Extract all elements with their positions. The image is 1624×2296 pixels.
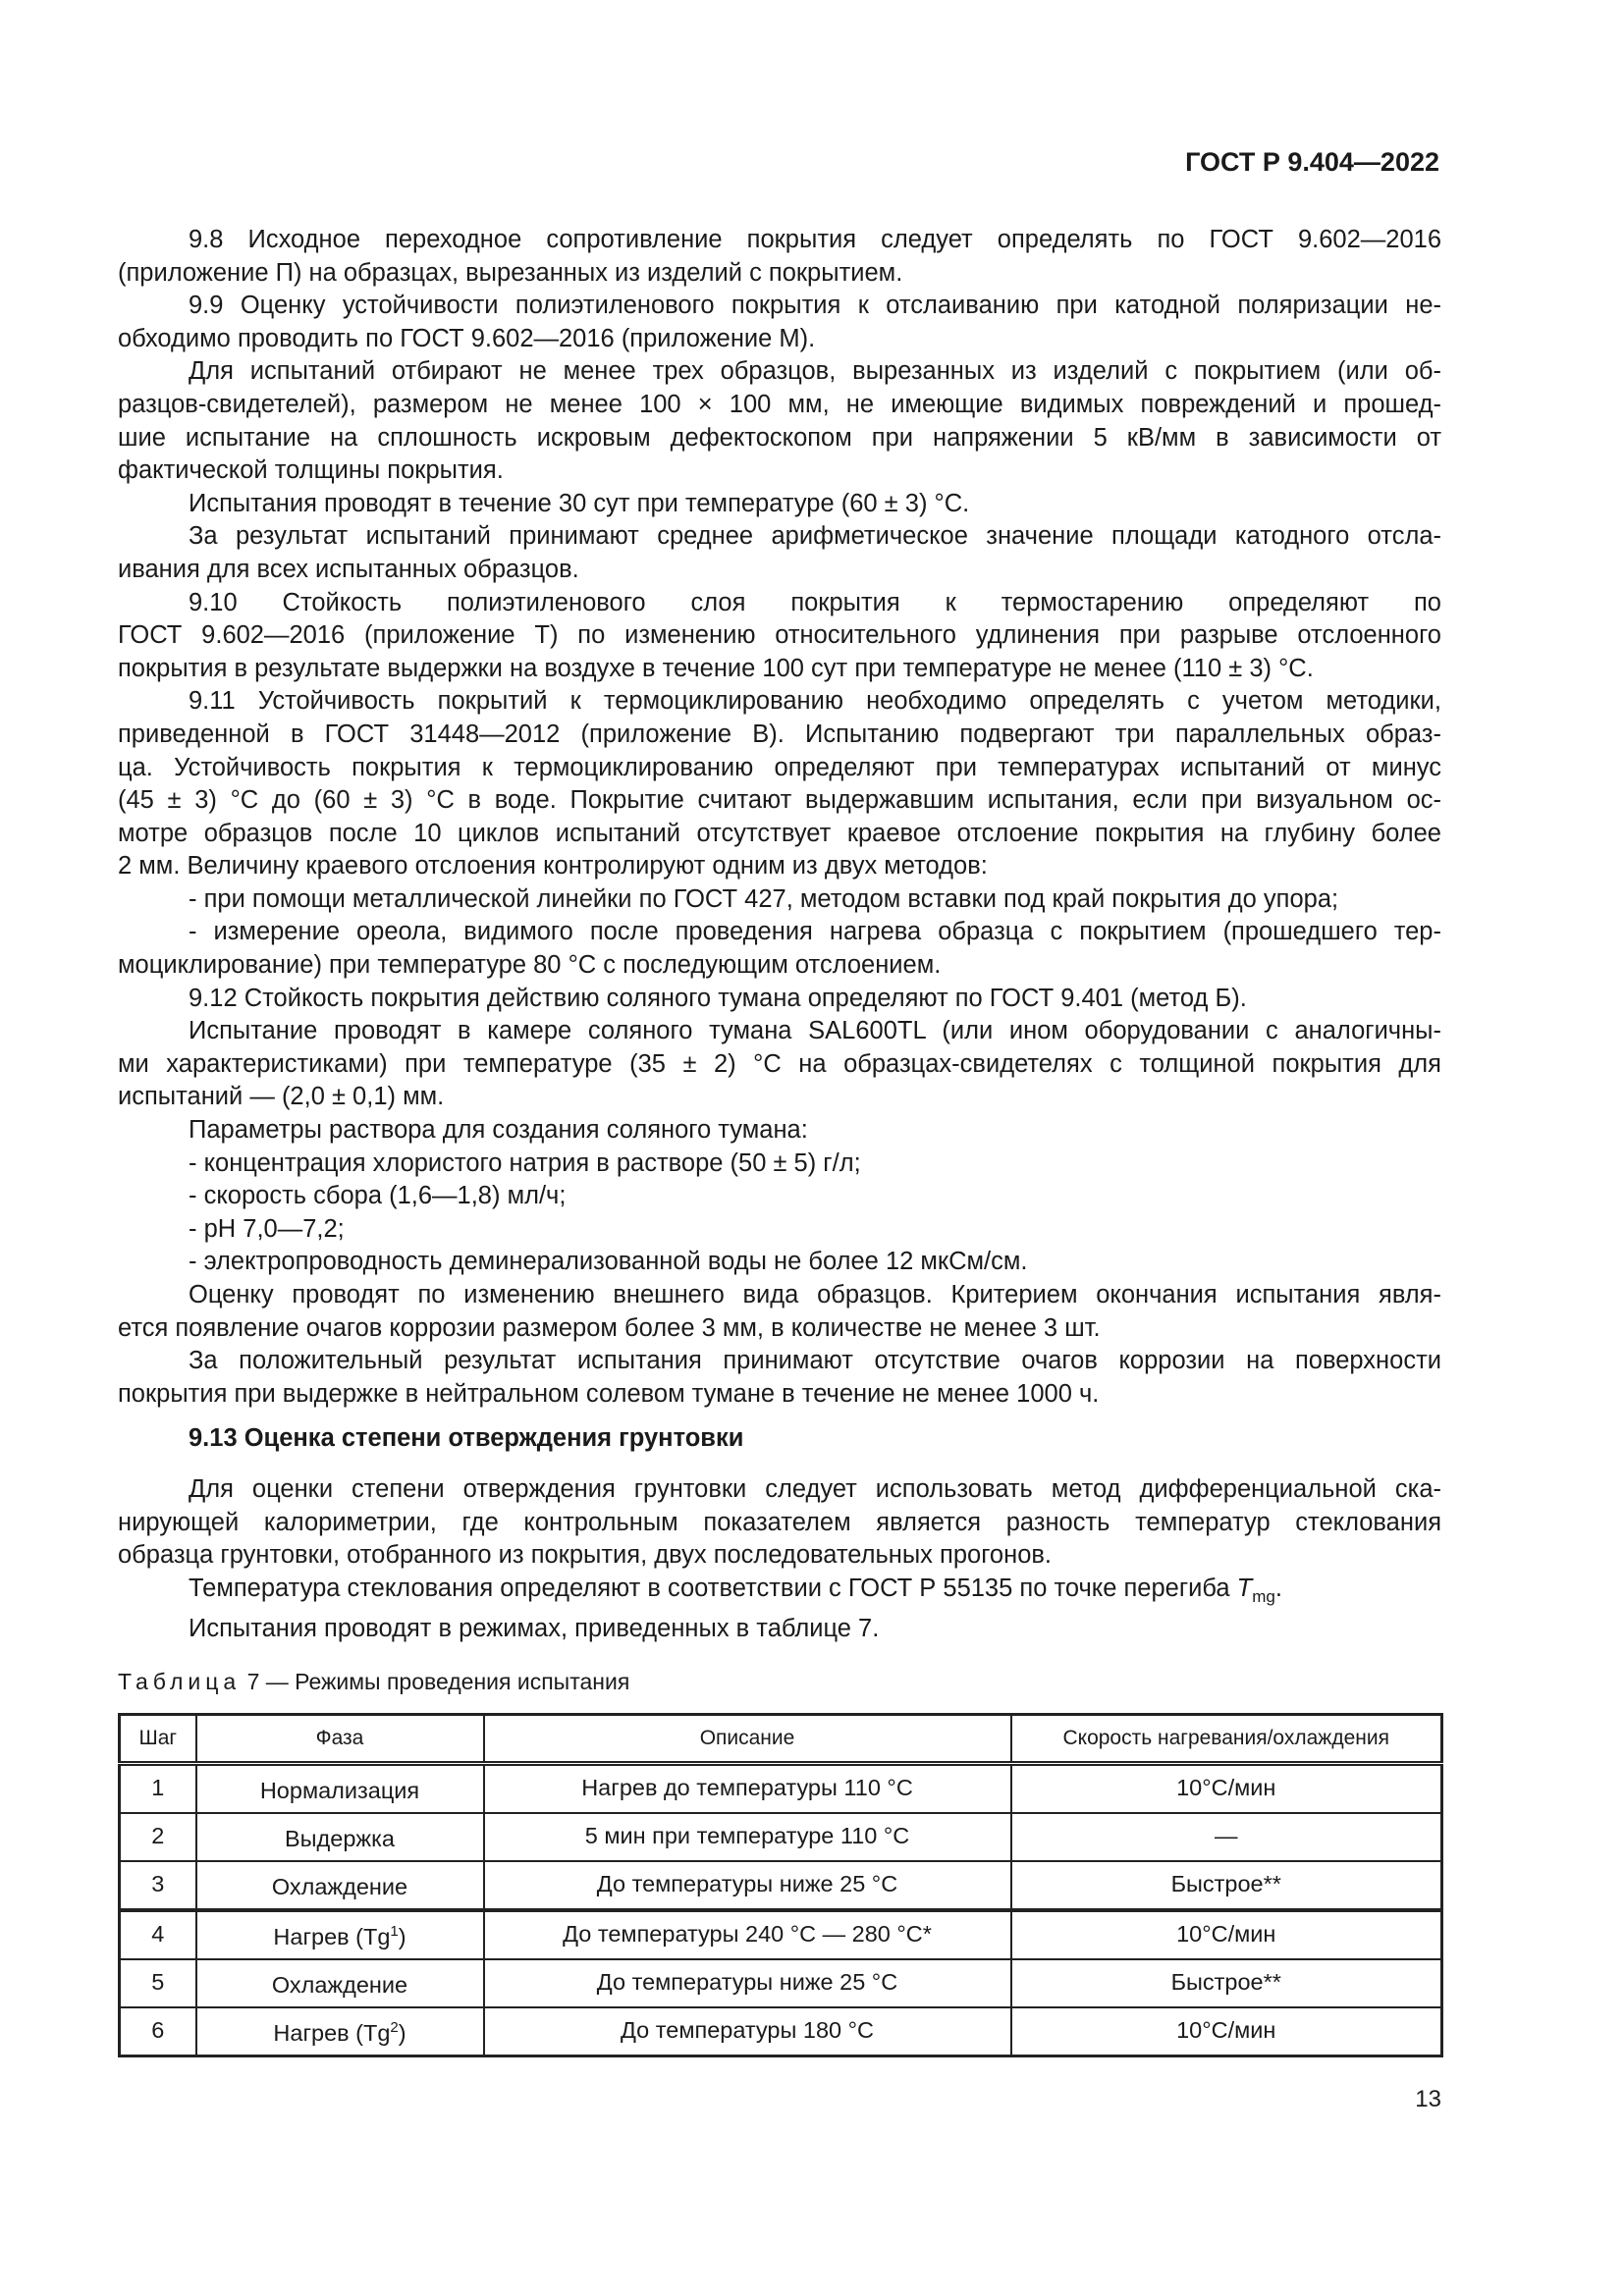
paragraph-line: ГОСТ 9.602—2016 (приложение Т) по изменению относительного удлинения при разрыве отслоенного: [118, 621, 1441, 650]
paragraph-line: Температура стеклования определяют в соответствии с ГОСТ Р 55135 по точке перегиба $T_{mg}$.: [189, 1574, 1282, 1606]
page-number: 13: [1415, 2086, 1441, 2112]
paragraph-line: ми характеристиками) при температуре (35 ± 2) °С на образцах-свидетелях с толщиной покрытия для: [118, 1049, 1441, 1078]
description-cell: До температуры 240 °С — 280 °С*: [484, 1910, 1011, 1959]
table-row: [120, 1763, 1442, 1813]
paragraph-line: - скорость сбора (1,6—1,8) мл/ч;: [189, 1182, 567, 1210]
description-cell: 5 мин при температуре 110 °С: [484, 1813, 1011, 1861]
paragraph-line: ца. Устойчивость покрытия к термоциклированию определяют при температурах испытаний от минус: [118, 753, 1441, 781]
paragraph-line: покрытия при выдержке в нейтральном солевом тумане в течение не менее 1000 ч.: [118, 1379, 1100, 1408]
column-header: Фаза: [196, 1714, 484, 1763]
paragraph-line: покрытия в результате выдержки на воздухе в течение 100 сут при температуре не менее (110 ± 3) °С.: [118, 654, 1314, 682]
paragraph-line: - электропроводность деминерализованной воды не более 12 мкСм/см.: [189, 1248, 1028, 1276]
paragraph-line: (45 ± 3) °С до (60 ± 3) °С в воде. Покрытие считают выдержавшим испытания, если при визуальном ос-: [118, 786, 1441, 815]
paragraph-line: За положительный результат испытания принимают отсутствие очагов коррозии на поверхности: [189, 1347, 1441, 1375]
paragraph-line: - при помощи металлической линейки по ГОСТ 427, методом вставки под край покрытия до упора;: [189, 884, 1339, 913]
column-header: Шаг: [120, 1714, 196, 1763]
paragraph-line: 2 мм. Величину краевого отслоения контролируют одним из двух методов:: [118, 852, 988, 881]
page-body: [118, 224, 1441, 2057]
paragraph-line: - измерение ореола, видимого после проведения нагрева образца с покрытием (прошедшего тер-: [189, 918, 1441, 946]
step-cell: 5: [120, 1959, 196, 2007]
paragraph-line: ется появление очагов коррозии размером более 3 мм, в количестве не менее 3 шт.: [118, 1313, 1101, 1342]
step-cell: 6: [120, 2007, 196, 2056]
paragraph-line: моциклирование) при температуре 80 °С с последующим отслоением.: [118, 951, 942, 980]
paragraph-line: Оценку проводят по изменению внешнего вида образцов. Критерием окончания испытания явля-: [189, 1281, 1441, 1308]
phase-cell: Выдержка: [196, 1813, 484, 1861]
description-cell: До температуры 180 °С: [484, 2007, 1011, 2056]
paragraph-line: Испытание проводят в камере соляного тумана SAL600TL (или ином оборудовании с аналогичны-: [189, 1017, 1441, 1045]
paragraph-line: 9.10 Стойкость полиэтиленового слоя покрытия к термостарению определяют по: [189, 588, 1441, 616]
phase-cell: Охлаждение: [196, 1959, 484, 2007]
paragraph-line: (приложение П) на образцах, вырезанных из изделий с покрытием.: [118, 258, 903, 287]
table-row: [120, 1861, 1442, 1910]
section-heading: 9.13 Оценка степени отверждения грунтовки: [189, 1424, 744, 1453]
description-cell: Нагрев до температуры 110 °С: [484, 1763, 1011, 1813]
step-cell: 4: [120, 1910, 196, 1959]
paragraph-line: мотре образцов после 10 циклов испытаний отсутствует краевое отслоение покрытия на глубину более: [118, 819, 1441, 847]
paragraph-line: нирующей калориметрии, где контрольным показателем является разность температур стеклования: [118, 1508, 1441, 1536]
step-cell: 2: [120, 1813, 196, 1861]
phase-cell: Нагрев (Tg$^2$): [196, 2007, 484, 2056]
document-number-header: ГОСТ Р 9.404—2022: [1185, 147, 1439, 177]
paragraph-line: Для оценки степени отверждения грунтовки следует использовать метод дифференциальной ска-: [189, 1474, 1441, 1503]
rate-cell: Быстрое**: [1011, 1959, 1442, 2007]
description-cell: До температуры ниже 25 °С: [484, 1959, 1011, 2007]
paragraph-line: шие испытание на сплошность искровым дефектоскопом при напряжении 5 кВ/мм в зависимости от: [118, 423, 1441, 452]
paragraph-line: 9.11 Устойчивость покрытий к термоциклированию необходимо определять с учетом методики,: [189, 687, 1441, 716]
paragraph-line: разцов-свидетелей), размером не менее 100 × 100 мм, не имеющие видимых повреждений и прошед-: [118, 390, 1441, 418]
paragraph-line: Для испытаний отбирают не менее трех образцов, вырезанных из изделий с покрытием (или об-: [189, 357, 1441, 386]
paragraph-line: испытаний — (2,0 ± 0,1) мм.: [118, 1083, 445, 1111]
table-caption: Таблица 7 — Режимы проведения испытания: [118, 1669, 630, 1695]
rate-cell: 10°С/мин: [1011, 1763, 1442, 1813]
rate-cell: 10°С/мин: [1011, 1910, 1442, 1959]
paragraph-line: фактической толщины покрытия.: [118, 456, 504, 485]
paragraph-line: образца грунтовки, отобранного из покрытия, двух последовательных прогонов.: [118, 1541, 1053, 1570]
column-header: Скорость нагревания/охлаждения: [1011, 1714, 1442, 1763]
phase-cell: Нормализация: [196, 1763, 484, 1813]
rate-cell: —: [1011, 1813, 1442, 1861]
paragraph-line: - рН 7,0—7,2;: [189, 1214, 345, 1243]
paragraph-line: 9.8 Исходное переходное сопротивление покрытия следует определять по ГОСТ 9.602—2016: [189, 226, 1441, 253]
paragraph-line: 9.12 Стойкость покрытия действию соляного тумана определяют по ГОСТ 9.401 (метод Б).: [189, 984, 1247, 1012]
phase-cell: Охлаждение: [196, 1861, 484, 1910]
description-cell: До температуры ниже 25 °С: [484, 1861, 1011, 1910]
table-row: [120, 1959, 1442, 2007]
test-modes-table: [118, 1713, 1443, 2057]
paragraph-line: Испытания проводят в режимах, приведенных в таблице 7.: [189, 1615, 880, 1643]
table-row: [120, 1813, 1442, 1861]
paragraphs: [118, 224, 1441, 1411]
paragraph-line: 9.9 Оценку устойчивости полиэтиленового покрытия к отслаиванию при катодной поляризации не-: [189, 292, 1441, 320]
table-row: [120, 1910, 1442, 1959]
step-cell: 1: [120, 1763, 196, 1813]
rate-cell: Быстрое**: [1011, 1861, 1442, 1910]
paragraph-line: ивания для всех испытанных образцов.: [118, 555, 579, 583]
table-row: [120, 2007, 1442, 2056]
paragraph-line: - концентрация хлористого натрия в растворе (50 ± 5) г/л;: [189, 1148, 861, 1177]
paragraph-line: приведенной в ГОСТ 31448—2012 (приложение В). Испытанию подвергают три параллельных образ-: [118, 720, 1441, 748]
paragraph-line: обходимо проводить по ГОСТ 9.602—2016 (приложение М).: [118, 324, 816, 352]
paragraph-line: За результат испытаний принимают среднее арифметическое значение площади катодного отсла-: [189, 522, 1441, 551]
paragraph-line: Параметры раствора для создания соляного тумана:: [189, 1116, 808, 1145]
rate-cell: 10°С/мин: [1011, 2007, 1442, 2056]
phase-cell: Нагрев (Tg$^1$): [196, 1910, 484, 1959]
step-cell: 3: [120, 1861, 196, 1910]
section-paragraphs: [118, 1473, 1441, 1573]
paragraph-line: Испытания проводят в течение 30 сут при температуре (60 ± 3) °С.: [189, 489, 970, 517]
column-header: Описание: [484, 1714, 1011, 1763]
